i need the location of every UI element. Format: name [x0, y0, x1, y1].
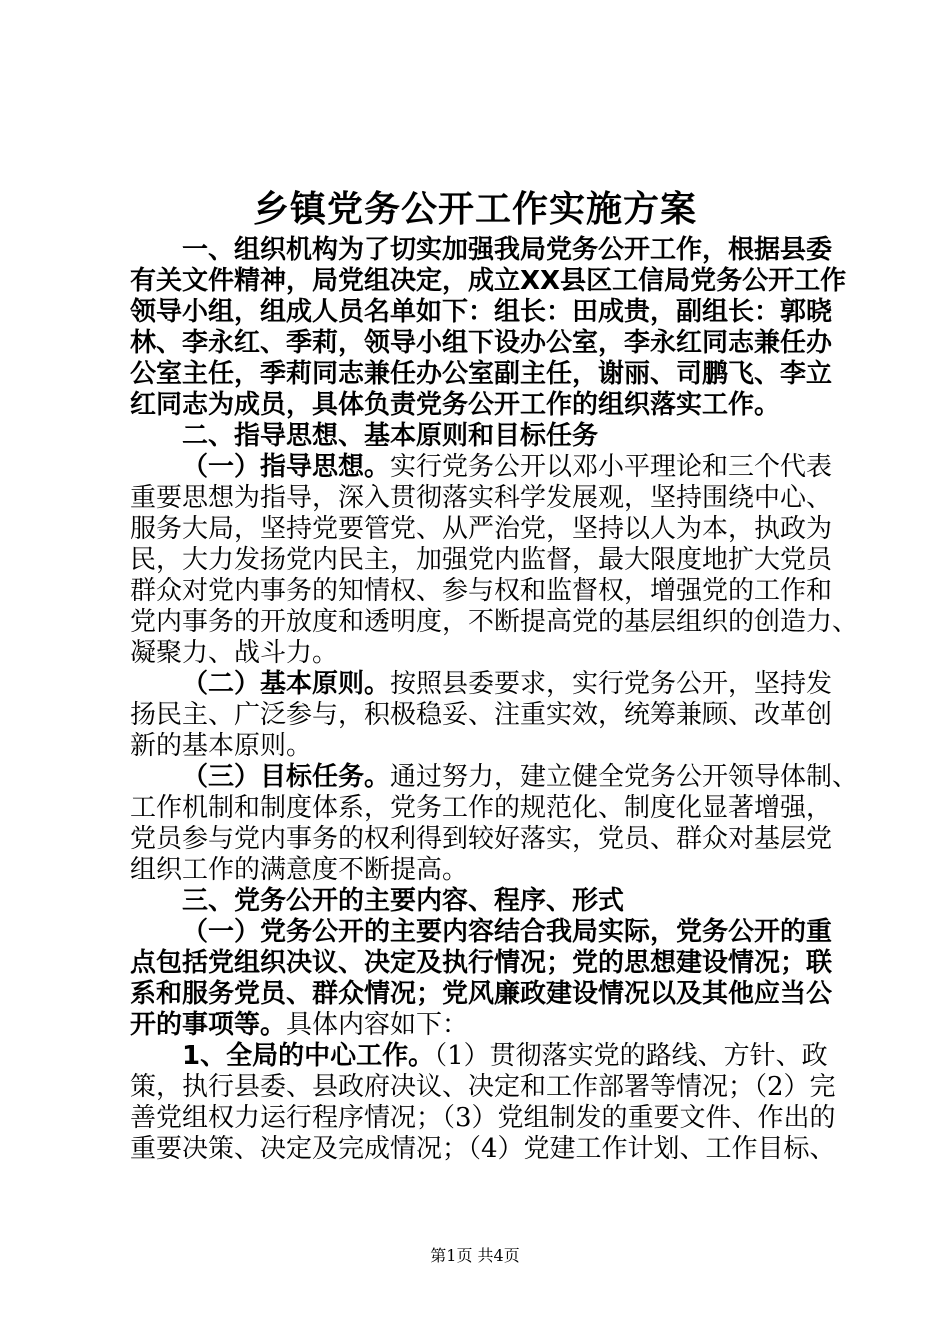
- text-line: [130, 420, 830, 451]
- text-line: [130, 1071, 836, 1102]
- text-line: [130, 358, 833, 389]
- text-line: [130, 854, 830, 885]
- text-line: [130, 668, 833, 699]
- text-segment: 凝聚力、战斗力。: [130, 638, 339, 668]
- text-segment: 组织工作的满意度不断提高。: [130, 855, 469, 885]
- text-line: [130, 451, 833, 482]
- text-line: [130, 389, 830, 420]
- text-line: [130, 978, 833, 1009]
- text-line: [130, 575, 833, 606]
- text-segment: 重要决策、决定及完成情况；（4）党建工作计划、工作目标、: [130, 1134, 836, 1164]
- text-segment: 具体内容如下：: [286, 1010, 469, 1040]
- text-line: [130, 699, 833, 730]
- text-segment: 民，大力发扬党内民主，加强党内监督，最大限度地扩大党员: [130, 545, 833, 575]
- bold-text-segment: （一）指导思想。: [182, 452, 391, 482]
- text-segment: 新的基本原则。: [130, 731, 313, 761]
- text-segment: 工作机制和制度体系，党务工作的规范化、制度化显著增强，: [130, 793, 833, 823]
- text-segment: 按照县委要求，实行党务公开，坚持发: [390, 669, 833, 699]
- text-line: [130, 544, 833, 575]
- text-line: [130, 1133, 836, 1164]
- text-segment: 群众对党内事务的知情权、参与权和监督权，增强党的工作和: [130, 576, 833, 606]
- text-segment: 善党组权力运行程序情况；（3）党组制发的重要文件、作出的: [130, 1103, 836, 1133]
- bold-text-segment: 林、李永红、季莉，领导小组下设办公室，李永红同志兼任办: [130, 328, 833, 358]
- bold-text-segment: 领导小组，组成人员名单如下：组长：田成贵，副组长：郭晓: [130, 297, 833, 327]
- bold-text-segment: 点包括党组织决议、决定及执行情况；党的思想建设情况；联: [130, 948, 833, 978]
- text-line: [130, 947, 833, 978]
- text-line: [130, 296, 833, 327]
- text-line: [130, 730, 830, 761]
- bold-text-segment: 三、党务公开的主要内容、程序、形式: [182, 886, 625, 916]
- text-line: [130, 637, 830, 668]
- text-line: [130, 885, 830, 916]
- text-line: [130, 1009, 830, 1040]
- bold-text-segment: （三）目标任务。: [182, 762, 391, 792]
- text-segment: 重要思想为指导，深入贯彻落实科学发展观，坚持围绕中心、: [130, 483, 833, 513]
- bold-text-segment: （一）党务公开的主要内容结合我局实际，党务公开的重: [182, 917, 833, 947]
- text-segment: 党员参与党内事务的权利得到较好落实，党员、群众对基层党: [130, 824, 833, 854]
- bold-text-segment: 一、组织机构为了切实加强我局党务公开工作，根据县委: [182, 235, 833, 265]
- text-segment: 通过努力，建立健全党务公开领导体制、: [390, 762, 859, 792]
- text-line: [130, 1102, 836, 1133]
- text-line: [130, 761, 859, 792]
- bold-text-segment: 二、指导思想、基本原则和目标任务: [182, 421, 599, 451]
- text-line: [130, 1040, 830, 1071]
- text-segment: 扬民主、广泛参与，积极稳妥、注重实效，统筹兼顾、改革创: [130, 700, 833, 730]
- text-segment: （1）贯彻落实党的路线、方针、政: [434, 1041, 828, 1071]
- text-segment: 服务大局，坚持党要管党、从严治党，坚持以人为本，执政为: [130, 514, 833, 544]
- bold-text-segment: 有关文件精神，局党组决定，成立XX县区工信局党务公开工作: [130, 266, 847, 296]
- document-body: [130, 234, 859, 1164]
- bold-text-segment: 系和服务党员、群众情况；党风廉政建设情况以及其他应当公: [130, 979, 833, 1009]
- page-number-footer: 第1页 共4页: [430, 1246, 520, 1265]
- text-line: [130, 916, 833, 947]
- text-segment: 党内事务的开放度和透明度，不断提高党的基层组织的创造力、: [130, 607, 859, 637]
- bold-text-segment: 红同志为成员，具体负责党务公开工作的组织落实工作。: [130, 390, 781, 420]
- text-line: [130, 823, 833, 854]
- bold-text-segment: 1、全局的中心工作。: [182, 1041, 435, 1071]
- text-segment: 策，执行县委、县政府决议、决定和工作部署等情况；（2）完: [130, 1072, 836, 1102]
- text-line: [130, 482, 833, 513]
- text-line: [130, 513, 833, 544]
- text-line: [130, 327, 833, 358]
- bold-text-segment: 开的事项等。: [130, 1010, 287, 1040]
- text-line: [130, 234, 833, 265]
- document-title: 乡镇党务公开工作实施方案: [252, 189, 697, 230]
- bold-text-segment: （二）基本原则。: [182, 669, 391, 699]
- text-segment: 实行党务公开以邓小平理论和三个代表: [390, 452, 833, 482]
- bold-text-segment: 公室主任，季莉同志兼任办公室副主任，谢丽、司鹏飞、李立: [130, 359, 833, 389]
- text-line: [130, 792, 833, 823]
- text-line: [130, 265, 847, 296]
- text-line: [130, 606, 859, 637]
